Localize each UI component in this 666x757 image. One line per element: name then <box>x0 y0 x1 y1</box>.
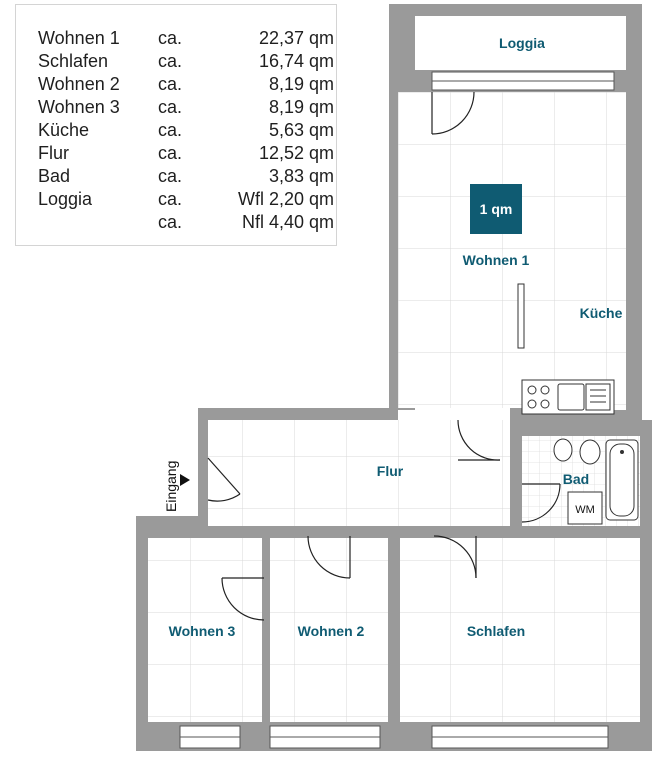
room-name: Wohnen 3 <box>38 97 120 117</box>
area-value: 8,19 qm <box>268 74 334 94</box>
ca-label: ca. <box>158 120 183 140</box>
ca-label: ca. <box>158 189 183 209</box>
room-name: Flur <box>38 143 69 163</box>
area-value: Wfl 2,20 qm <box>237 189 334 209</box>
room-name: Bad <box>38 166 71 186</box>
room-label-wohnen1: Wohnen 1 <box>462 252 530 268</box>
area-value: 8,19 qm <box>268 97 334 117</box>
area-value: 16,74 qm <box>258 51 334 71</box>
room-label-flur: Flur <box>376 463 404 479</box>
room-name: Küche <box>38 120 90 140</box>
room-name: Schlafen <box>38 51 109 71</box>
room-name: Wohnen 1 <box>38 28 120 48</box>
room-name: Wohnen 2 <box>38 74 120 94</box>
washing-machine-label: WM <box>575 504 595 516</box>
room-label-bad: Bad <box>562 471 590 487</box>
area-value: 3,83 qm <box>268 166 334 186</box>
scale-label: 1 qm <box>479 201 513 217</box>
entrance-label: Eingang <box>163 460 179 512</box>
ca-label: ca. <box>158 28 183 48</box>
room-label-wohnen2: Wohnen 2 <box>297 623 365 639</box>
area-value: 22,37 qm <box>258 28 334 48</box>
room-label-schlafen: Schlafen <box>466 623 526 639</box>
ca-label: ca. <box>158 166 183 186</box>
ca-label: ca. <box>158 74 183 94</box>
room-label-wohnen3: Wohnen 3 <box>168 623 236 639</box>
ca-label: ca. <box>158 51 183 71</box>
ca-label: ca. <box>158 212 183 232</box>
room-name: Loggia <box>38 189 93 209</box>
room-label-loggia: Loggia <box>499 35 545 51</box>
area-value: 12,52 qm <box>258 143 334 163</box>
area-value: Nfl 4,40 qm <box>241 212 334 232</box>
ca-label: ca. <box>158 97 183 117</box>
area-value: 5,63 qm <box>268 120 334 140</box>
entrance-arrow-icon <box>180 474 190 486</box>
ca-label: ca. <box>158 143 183 163</box>
room-label-kueche: Küche <box>579 305 623 321</box>
